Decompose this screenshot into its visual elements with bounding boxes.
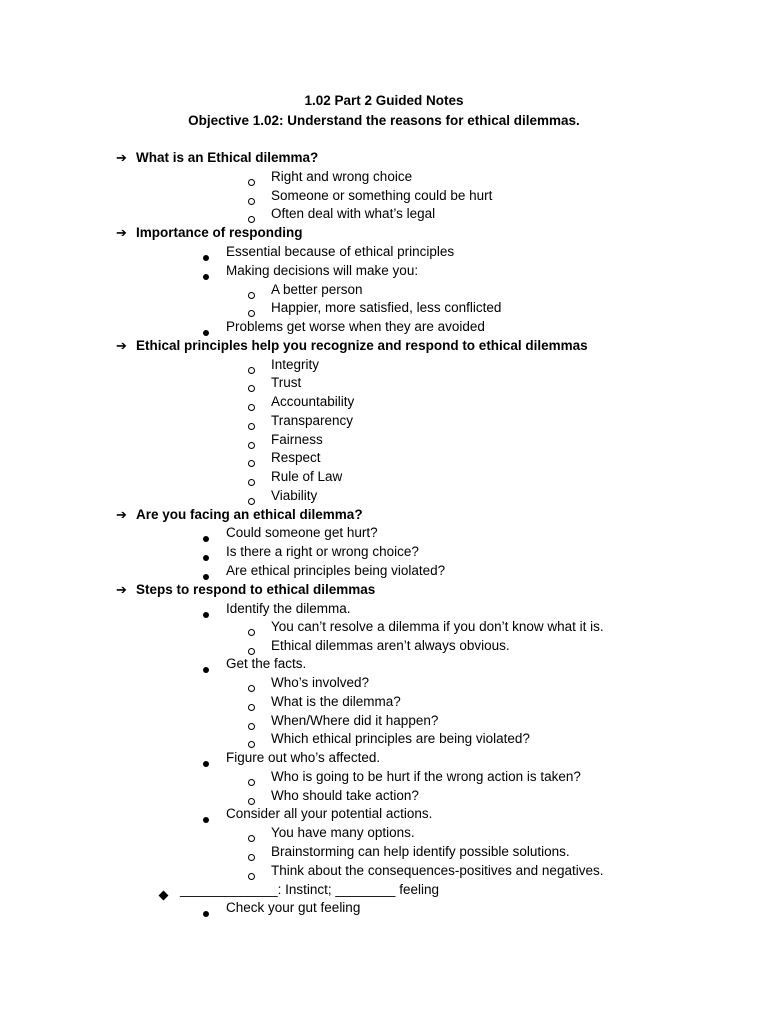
- circle-bullet-icon: [248, 380, 255, 396]
- circle-bullet-icon: [248, 455, 255, 471]
- section-heading: Importance of responding: [136, 225, 303, 240]
- list-item-text: Check your gut feeling: [226, 900, 361, 915]
- circle-bullet-shape: [248, 310, 255, 317]
- list-item-text: Is there a right or wrong choice?: [226, 544, 419, 559]
- circle-bullet-shape: [248, 479, 255, 486]
- list-item-text: Consider all your potential actions.: [226, 806, 433, 821]
- list-item-text: Accountability: [271, 394, 355, 409]
- list-item-text: Ethical dilemmas aren’t always obvious.: [271, 638, 510, 653]
- list-item-text: Trust: [271, 375, 302, 390]
- list-item-text: Who should take action?: [271, 788, 419, 803]
- list-item-text: Often deal with what’s legal: [271, 206, 436, 221]
- circle-bullet-shape: [248, 292, 255, 299]
- list-item-text: Which ethical principles are being violated?: [271, 731, 530, 746]
- list-item-text: Who’s involved?: [271, 675, 370, 690]
- dot-bullet-shape: [203, 274, 209, 280]
- circle-bullet-shape: [248, 404, 255, 411]
- circle-bullet-icon: [248, 680, 255, 696]
- circle-bullet-shape: [248, 442, 255, 449]
- dot-bullet-shape: [203, 817, 209, 823]
- list-item-text: Are ethical principles being violated?: [226, 563, 446, 578]
- list-item-text: Respect: [271, 450, 321, 465]
- section-heading: Are you facing an ethical dilemma?: [136, 507, 363, 522]
- arrow-bullet-icon: ➔: [116, 507, 127, 522]
- circle-bullet-shape: [248, 854, 255, 861]
- dot-bullet-icon: [203, 661, 209, 677]
- circle-bullet-shape: [248, 741, 255, 748]
- circle-bullet-icon: [248, 774, 255, 790]
- list-item-text: Figure out who’s affected.: [226, 750, 381, 765]
- list-item-text: Transparency: [271, 413, 354, 428]
- circle-bullet-shape: [248, 704, 255, 711]
- arrow-bullet-icon: ➔: [116, 150, 127, 165]
- circle-bullet-icon: [248, 699, 255, 715]
- circle-bullet-shape: [248, 779, 255, 786]
- list-item-text: Identify the dilemma.: [226, 601, 351, 616]
- list-item-text: Viability: [271, 488, 318, 503]
- list-item-text: Essential because of ethical principles: [226, 244, 455, 259]
- dot-bullet-shape: [203, 911, 209, 917]
- document-title: 1.02 Part 2 Guided Notes: [304, 93, 464, 108]
- list-item-text: Integrity: [271, 357, 320, 372]
- dot-bullet-shape: [203, 555, 209, 561]
- circle-bullet-icon: [248, 399, 255, 415]
- circle-bullet-shape: [248, 179, 255, 186]
- circle-bullet-icon: [248, 849, 255, 865]
- arrow-bullet-icon: ➔: [116, 338, 127, 353]
- circle-bullet-shape: [248, 498, 255, 505]
- circle-bullet-shape: [248, 873, 255, 880]
- circle-bullet-shape: [248, 198, 255, 205]
- dot-bullet-shape: [203, 667, 209, 673]
- list-item-text: You can’t resolve a dilemma if you don’t know what it is.: [271, 619, 604, 634]
- list-item-text: Fairness: [271, 432, 323, 447]
- list-item-text: Think about the consequences-positives and negatives.: [271, 863, 604, 878]
- dot-bullet-icon: [203, 606, 209, 622]
- section-heading: Steps to respond to ethical dilemmas: [136, 582, 376, 597]
- dot-bullet-icon: [203, 755, 209, 771]
- circle-bullet-icon: [248, 437, 255, 453]
- circle-bullet-shape: [248, 385, 255, 392]
- list-item-text: Right and wrong choice: [271, 169, 413, 184]
- dot-bullet-icon: [203, 249, 209, 265]
- list-item-text: Get the facts.: [226, 656, 307, 671]
- dot-bullet-icon: [203, 905, 209, 921]
- circle-bullet-icon: [248, 193, 255, 209]
- list-item-text: Problems get worse when they are avoided: [226, 319, 485, 334]
- circle-bullet-icon: [248, 418, 255, 434]
- dot-bullet-shape: [203, 536, 209, 542]
- dot-bullet-shape: [203, 255, 209, 261]
- circle-bullet-shape: [248, 648, 255, 655]
- list-item-text: _____________: Instinct; ________ feeling: [180, 882, 439, 897]
- section-heading: Ethical principles help you recognize and respond to ethical dilemmas: [136, 338, 588, 353]
- circle-bullet-shape: [248, 798, 255, 805]
- circle-bullet-shape: [248, 367, 255, 374]
- circle-bullet-shape: [248, 835, 255, 842]
- dot-bullet-icon: [203, 530, 209, 546]
- list-item-text: When/Where did it happen?: [271, 713, 439, 728]
- dot-bullet-shape: [203, 761, 209, 767]
- circle-bullet-icon: [248, 624, 255, 640]
- list-item-text: Could someone get hurt?: [226, 525, 378, 540]
- dot-bullet-icon: [203, 811, 209, 827]
- diamond-bullet-shape: [159, 891, 169, 901]
- dot-bullet-icon: [203, 268, 209, 284]
- circle-bullet-shape: [248, 723, 255, 730]
- arrow-bullet-icon: ➔: [116, 582, 127, 597]
- list-item-text: Someone or something could be hurt: [271, 188, 493, 203]
- dot-bullet-shape: [203, 330, 209, 336]
- list-item-text: Happier, more satisfied, less conflicted: [271, 300, 502, 315]
- arrow-bullet-icon: ➔: [116, 225, 127, 240]
- list-item-text: Rule of Law: [271, 469, 343, 484]
- dot-bullet-shape: [203, 612, 209, 618]
- list-item-text: You have many options.: [271, 825, 415, 840]
- diamond-bullet-icon: [160, 887, 167, 903]
- dot-bullet-icon: [203, 549, 209, 565]
- circle-bullet-icon: [248, 287, 255, 303]
- circle-bullet-icon: [248, 830, 255, 846]
- circle-bullet-icon: [248, 174, 255, 190]
- circle-bullet-icon: [248, 718, 255, 734]
- list-item-text: A better person: [271, 282, 363, 297]
- section-heading: What is an Ethical dilemma?: [136, 150, 319, 165]
- circle-bullet-icon: [248, 362, 255, 378]
- circle-bullet-shape: [248, 685, 255, 692]
- list-item-text: Who is going to be hurt if the wrong action is taken?: [271, 769, 581, 784]
- circle-bullet-shape: [248, 460, 255, 467]
- objective-heading: Objective 1.02: Understand the reasons for ethical dilemmas.: [188, 113, 580, 128]
- circle-bullet-shape: [248, 216, 255, 223]
- list-item-text: Brainstorming can help identify possible solutions.: [271, 844, 570, 859]
- list-item-text: What is the dilemma?: [271, 694, 401, 709]
- circle-bullet-shape: [248, 629, 255, 636]
- dot-bullet-shape: [203, 574, 209, 580]
- circle-bullet-shape: [248, 423, 255, 430]
- circle-bullet-icon: [248, 474, 255, 490]
- list-item-text: Making decisions will make you:: [226, 263, 419, 278]
